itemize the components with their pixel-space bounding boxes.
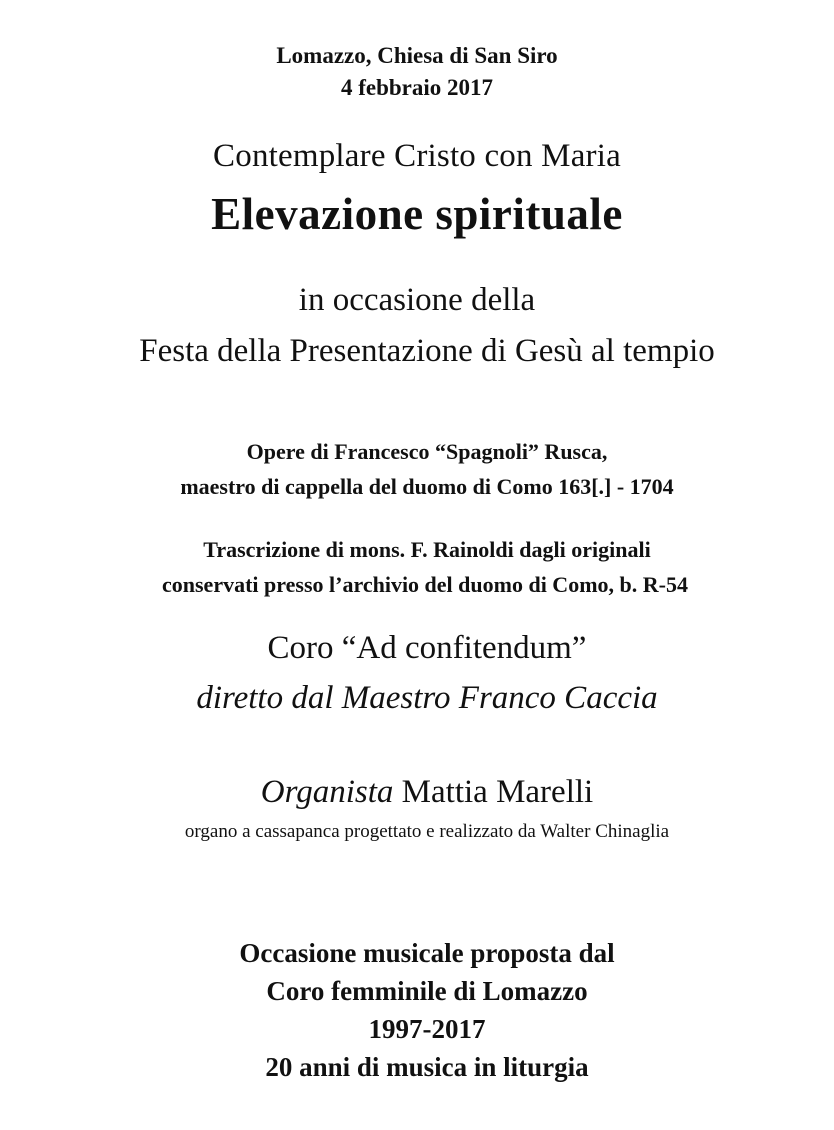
closing-line-3: 1997-2017: [368, 1014, 486, 1044]
choir-name: Coro “Ad confitendum”: [267, 630, 587, 666]
organist-line: [10, 776, 834, 809]
organist-name: Mattia Marelli: [393, 774, 594, 810]
closing-line-1: Occasione musicale proposta dal: [239, 938, 615, 968]
occasion-line-2: Festa della Presentazione di Gesù al tempio: [139, 333, 715, 369]
occasion-line-1: in occasione della: [298, 282, 536, 318]
organ-note: organo a cassapanca progettato e realizzato da Walter Chinaglia: [184, 821, 670, 842]
transcription-line-1: Trascrizione di mons. F. Rainoldi dagli originali: [203, 537, 651, 562]
subtitle: Contemplare Cristo con Maria: [213, 138, 621, 174]
choir-director: diretto dal Maestro Franco Caccia: [196, 680, 658, 716]
works-line-1: Opere di Francesco “Spagnoli” Rusca,: [246, 439, 608, 464]
page-title: Elevazione spirituale: [211, 189, 623, 239]
venue-line: Lomazzo, Chiesa di San Siro: [276, 43, 558, 68]
closing-line-2: Coro femminile di Lomazzo: [266, 976, 588, 1006]
transcription-line-2: conservati presso l’archivio del duomo di Como, b. R-54: [162, 572, 688, 597]
organist-role: Organista: [260, 774, 394, 810]
works-line-2: maestro di cappella del duomo di Como 163[.] - 1704: [180, 474, 674, 499]
closing-line-4: 20 anni di musica in liturgia: [265, 1052, 589, 1082]
date-line: 4 febbraio 2017: [340, 75, 494, 100]
